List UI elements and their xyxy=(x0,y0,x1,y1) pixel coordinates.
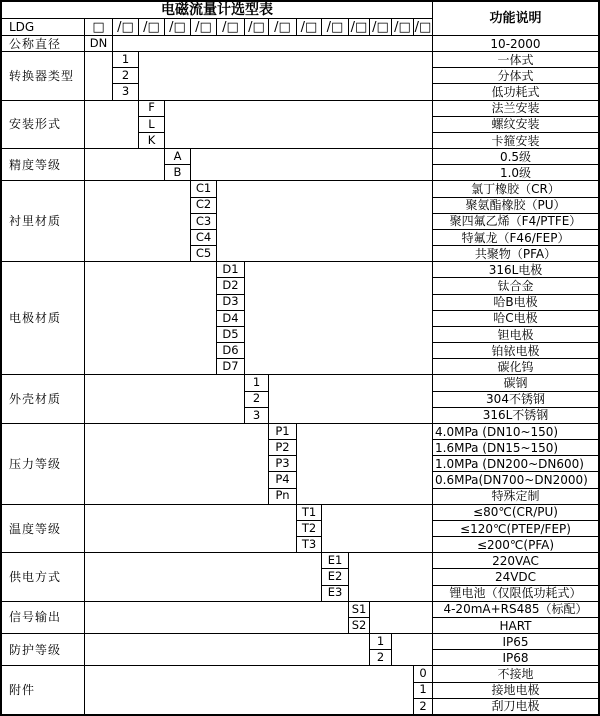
spacer-cell xyxy=(296,423,432,504)
option-code: L xyxy=(138,116,164,132)
option-description: ≤80℃(CR/PU) xyxy=(432,504,598,520)
option-code: Pn xyxy=(268,488,296,504)
spacer-cell xyxy=(84,261,216,374)
option-description: 低功耗式 xyxy=(432,83,598,99)
option-code: E3 xyxy=(321,585,348,601)
spacer-cell xyxy=(138,51,432,100)
option-description: 1.0级 xyxy=(432,164,598,180)
option-description: 共聚物（PFA） xyxy=(432,245,598,261)
option-description: 分体式 xyxy=(432,67,598,83)
option-code: E2 xyxy=(321,568,348,584)
option-code: S1 xyxy=(348,601,369,617)
option-description: IP65 xyxy=(432,633,598,649)
option-code: D4 xyxy=(216,310,244,326)
spacer-cell xyxy=(190,148,432,180)
group-label: 附件 xyxy=(2,665,84,714)
spacer-cell xyxy=(84,374,244,423)
option-description: 聚氨酯橡胶（PU） xyxy=(432,197,598,213)
option-code: E1 xyxy=(321,552,348,568)
group-label: 衬里材质 xyxy=(2,180,84,261)
group-label: 安装形式 xyxy=(2,100,84,149)
option-description: 特氟龙（F46/FEP） xyxy=(432,229,598,245)
group-label: 信号输出 xyxy=(2,601,84,633)
spacer-cell xyxy=(84,180,190,261)
option-description: 法兰安装 xyxy=(432,100,598,116)
group-label: 压力等级 xyxy=(2,423,84,504)
spacer-cell xyxy=(216,180,432,261)
option-code: D5 xyxy=(216,326,244,342)
spacer-cell xyxy=(391,633,432,665)
option-code: P1 xyxy=(268,423,296,439)
option-description: HART xyxy=(432,617,598,633)
function-column-header: 功能说明 xyxy=(432,2,598,35)
spacer-cell xyxy=(84,601,348,633)
option-description: 卡箍安装 xyxy=(432,132,598,148)
code-box: /□ xyxy=(321,18,348,35)
group-label: 供电方式 xyxy=(2,552,84,601)
group-label: 外壳材质 xyxy=(2,374,84,423)
spacer-cell xyxy=(244,261,432,374)
code-box: /□ xyxy=(112,18,138,35)
option-description: 钽电极 xyxy=(432,326,598,342)
option-code: C5 xyxy=(190,245,216,261)
spacer-cell xyxy=(84,423,268,504)
group-label: 精度等级 xyxy=(2,148,84,180)
code-box: /□ xyxy=(164,18,190,35)
spacer-cell xyxy=(84,51,112,100)
option-description: 铂铱电极 xyxy=(432,342,598,358)
option-code: D6 xyxy=(216,342,244,358)
option-code: C2 xyxy=(190,197,216,213)
option-code: P2 xyxy=(268,439,296,455)
option-description: ≤200℃(PFA) xyxy=(432,536,598,552)
option-code: 1 xyxy=(413,682,432,698)
option-code: D7 xyxy=(216,358,244,374)
spacer-cell xyxy=(321,504,432,553)
option-description: 0.6MPa(DN700~DN2000) xyxy=(432,471,598,487)
option-code: A xyxy=(164,148,190,164)
option-code: F xyxy=(138,100,164,116)
option-description: 哈B电极 xyxy=(432,294,598,310)
option-code: T1 xyxy=(296,504,321,520)
option-description: 4.0MPa (DN10~150) xyxy=(432,423,598,439)
spacer-cell xyxy=(112,35,432,51)
option-description: 0.5级 xyxy=(432,148,598,164)
spacer-cell xyxy=(164,100,432,149)
code-box: /□ xyxy=(190,18,216,35)
code-box: /□ xyxy=(391,18,413,35)
code-box: /□ xyxy=(348,18,369,35)
spacer-cell xyxy=(348,552,432,601)
spacer-cell xyxy=(369,601,432,633)
option-code: 1 xyxy=(112,51,138,67)
option-description: 聚四氟乙烯（F4/PTFE） xyxy=(432,213,598,229)
option-code: 3 xyxy=(112,83,138,99)
option-code: P4 xyxy=(268,471,296,487)
option-description: 1.6MPa (DN15~150) xyxy=(432,439,598,455)
option-description: 不接地 xyxy=(432,665,598,681)
option-description: 接地电极 xyxy=(432,682,598,698)
option-description: 1.0MPa (DN200~DN600) xyxy=(432,455,598,471)
spacer-cell xyxy=(268,374,432,423)
option-code: 3 xyxy=(244,407,268,423)
option-description: 一体式 xyxy=(432,51,598,67)
option-description: 特殊定制 xyxy=(432,488,598,504)
option-code: D1 xyxy=(216,261,244,277)
option-code: D3 xyxy=(216,294,244,310)
option-description: 24VDC xyxy=(432,568,598,584)
option-description: ≤120℃(PTEP/FEP) xyxy=(432,520,598,536)
code-box: /□ xyxy=(216,18,244,35)
spacer-cell xyxy=(84,148,164,180)
code-box: /□ xyxy=(296,18,321,35)
spacer-cell xyxy=(84,633,369,665)
model-prefix: LDG xyxy=(2,18,84,35)
option-description: 316L不锈钢 xyxy=(432,407,598,423)
code-box: /□ xyxy=(414,19,432,35)
option-description: IP68 xyxy=(432,649,598,665)
spacer-cell xyxy=(84,504,296,553)
option-code: S2 xyxy=(348,617,369,633)
option-description: 螺纹安装 xyxy=(432,116,598,132)
option-description: 钛合金 xyxy=(432,277,598,293)
group-label: 防护等级 xyxy=(2,633,84,665)
option-code: 2 xyxy=(244,391,268,407)
option-description: 220VAC xyxy=(432,552,598,568)
group-label: 温度等级 xyxy=(2,504,84,553)
code-box: /□ xyxy=(138,18,164,35)
option-code: T3 xyxy=(296,536,321,552)
spacer-cell xyxy=(84,100,138,149)
option-description: 哈C电极 xyxy=(432,310,598,326)
spacer-cell xyxy=(84,665,413,714)
option-code: K xyxy=(138,132,164,148)
code-box: /□ xyxy=(244,18,268,35)
option-description: 碳化钨 xyxy=(432,358,598,374)
group-label: 公称直径 xyxy=(2,35,84,51)
option-description: 锂电池（仅限低功耗式） xyxy=(432,585,598,601)
option-code: C1 xyxy=(190,180,216,196)
option-code: 1 xyxy=(369,633,391,649)
option-description: 刮刀电极 xyxy=(432,698,598,714)
option-code: C3 xyxy=(190,213,216,229)
option-description: 304不锈钢 xyxy=(432,391,598,407)
table-title: 电磁流量计选型表 xyxy=(161,2,273,18)
code-box: /□ xyxy=(369,18,391,35)
option-code: 2 xyxy=(413,698,432,714)
option-code: 2 xyxy=(369,649,391,665)
option-code: 1 xyxy=(244,374,268,390)
option-code: P3 xyxy=(268,455,296,471)
option-description: 4-20mA+RS485（标配） xyxy=(432,601,598,617)
spacer-cell xyxy=(84,552,321,601)
group-label: 电极材质 xyxy=(2,261,84,374)
option-code: B xyxy=(164,164,190,180)
option-description: 316L电极 xyxy=(432,261,598,277)
option-description: 氯丁橡胶（CR） xyxy=(432,180,598,196)
code-box: □ xyxy=(84,18,112,35)
option-code: T2 xyxy=(296,520,321,536)
option-code: C4 xyxy=(190,229,216,245)
option-code: 2 xyxy=(112,67,138,83)
option-code: DN xyxy=(84,35,112,51)
option-code: 0 xyxy=(413,665,432,681)
option-description: 10-2000 xyxy=(432,35,598,51)
group-label: 转换器类型 xyxy=(2,51,84,100)
option-code: D2 xyxy=(216,277,244,293)
code-box: /□ xyxy=(268,18,296,35)
option-description: 碳钢 xyxy=(432,374,598,390)
